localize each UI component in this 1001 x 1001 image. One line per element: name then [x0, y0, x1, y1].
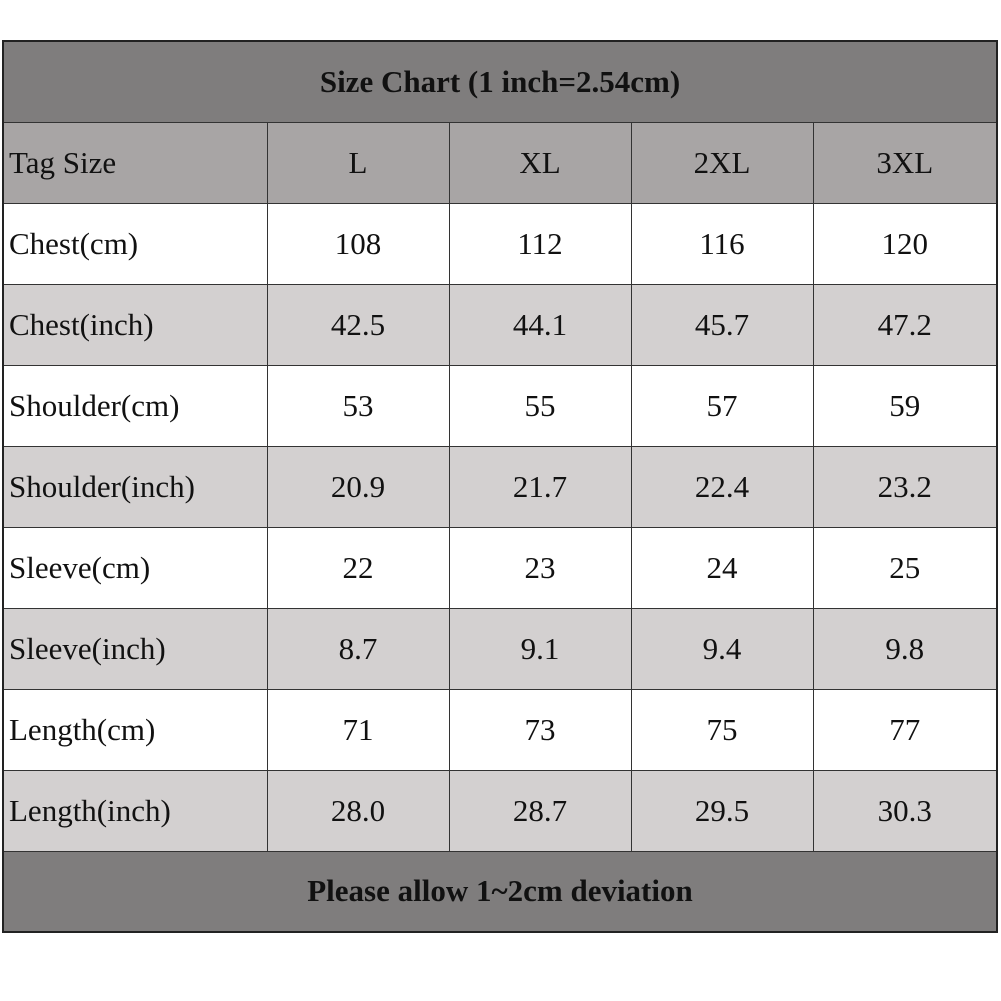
table-cell: 20.9 [267, 446, 449, 527]
row-label: Length(inch) [3, 770, 267, 851]
table-row [3, 446, 997, 527]
table-cell: 55 [449, 365, 631, 446]
table-cell: 116 [631, 203, 813, 284]
table-cell: 21.7 [449, 446, 631, 527]
table-cell: 71 [267, 689, 449, 770]
row-label: Shoulder(inch) [3, 446, 267, 527]
table-cell: 9.1 [449, 608, 631, 689]
table-row [3, 608, 997, 689]
column-header-tag-size: Tag Size [3, 122, 267, 203]
column-header-xl: XL [449, 122, 631, 203]
chart-title: Size Chart (1 inch=2.54cm) [3, 41, 997, 122]
table-cell: 73 [449, 689, 631, 770]
column-header-2xl: 2XL [631, 122, 813, 203]
table-cell: 53 [267, 365, 449, 446]
row-label: Chest(inch) [3, 284, 267, 365]
table-cell: 75 [631, 689, 813, 770]
table-cell: 45.7 [631, 284, 813, 365]
table-row [3, 203, 997, 284]
table-cell: 59 [813, 365, 997, 446]
table-cell: 29.5 [631, 770, 813, 851]
table-row [3, 689, 997, 770]
table-cell: 30.3 [813, 770, 997, 851]
table-cell: 28.0 [267, 770, 449, 851]
column-header-l: L [267, 122, 449, 203]
table-cell: 8.7 [267, 608, 449, 689]
deviation-note: Please allow 1~2cm deviation [3, 851, 997, 932]
row-label: Length(cm) [3, 689, 267, 770]
table-cell: 23.2 [813, 446, 997, 527]
header-row [3, 122, 997, 203]
table-row [3, 365, 997, 446]
table-cell: 112 [449, 203, 631, 284]
table-cell: 28.7 [449, 770, 631, 851]
table-cell: 77 [813, 689, 997, 770]
table-cell: 23 [449, 527, 631, 608]
row-label: Sleeve(inch) [3, 608, 267, 689]
row-label: Shoulder(cm) [3, 365, 267, 446]
table-cell: 108 [267, 203, 449, 284]
table-row [3, 284, 997, 365]
footer-row [3, 851, 997, 932]
table-cell: 25 [813, 527, 997, 608]
table-cell: 120 [813, 203, 997, 284]
row-label: Chest(cm) [3, 203, 267, 284]
table-cell: 44.1 [449, 284, 631, 365]
table-cell: 9.4 [631, 608, 813, 689]
table-cell: 47.2 [813, 284, 997, 365]
table-row [3, 527, 997, 608]
table-cell: 22.4 [631, 446, 813, 527]
title-row [3, 41, 997, 122]
table-cell: 9.8 [813, 608, 997, 689]
table-cell: 22 [267, 527, 449, 608]
table-cell: 24 [631, 527, 813, 608]
row-label: Sleeve(cm) [3, 527, 267, 608]
table-row [3, 770, 997, 851]
column-header-3xl: 3XL [813, 122, 997, 203]
table-cell: 57 [631, 365, 813, 446]
size-chart-table [2, 40, 998, 933]
table-cell: 42.5 [267, 284, 449, 365]
